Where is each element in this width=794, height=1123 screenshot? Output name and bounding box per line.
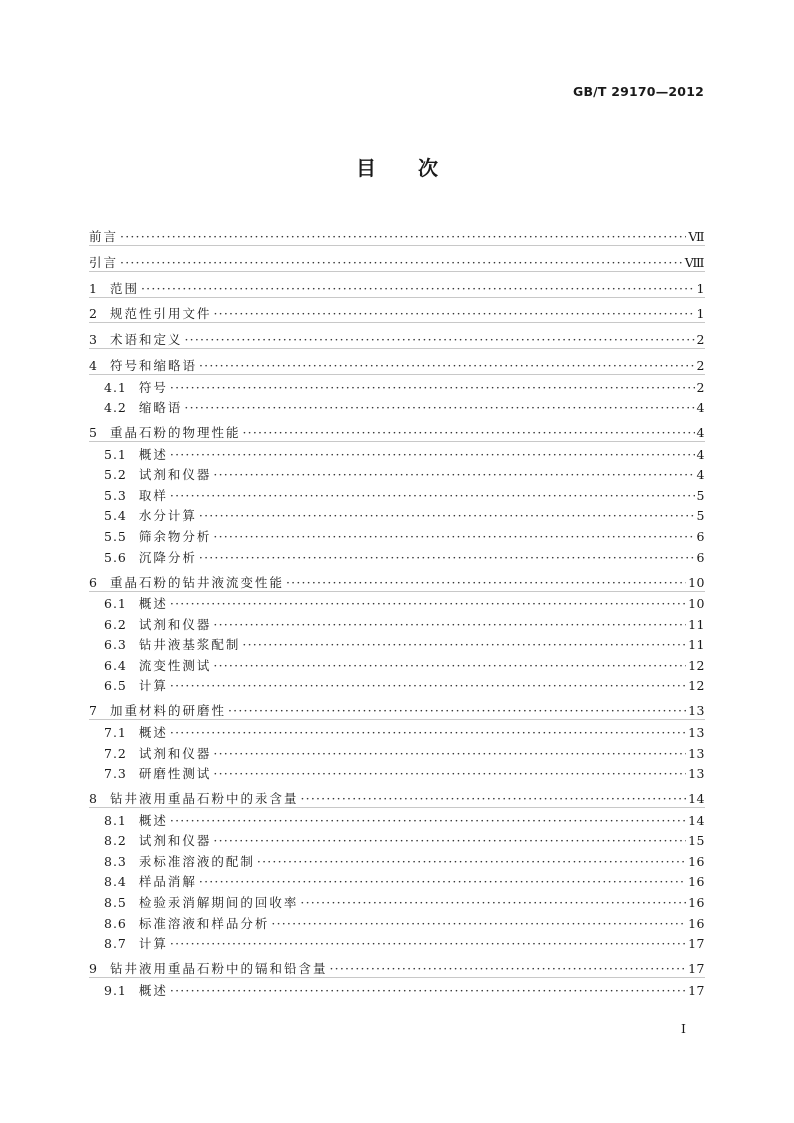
toc-entry-page: 13 — [688, 724, 705, 740]
dot-leader — [184, 399, 694, 416]
toc-entry-page: 14 — [688, 790, 705, 806]
toc-entry-page: 15 — [688, 833, 705, 849]
toc-entry[interactable] — [89, 483, 705, 504]
toc-entry-label: 引言 — [89, 254, 119, 270]
toc-entry[interactable] — [89, 674, 705, 695]
toc-entry-number: 7 — [89, 703, 98, 719]
toc-entry[interactable] — [89, 720, 705, 741]
dot-leader — [242, 424, 694, 441]
dot-leader — [213, 765, 686, 782]
toc-entry-page: 2 — [696, 358, 705, 374]
title-part-2: 次 — [418, 156, 438, 180]
toc-entry-label: 符号和缩略语 — [109, 358, 197, 374]
toc-entry-number: 6.2 — [104, 616, 127, 632]
toc-entry[interactable] — [89, 592, 705, 613]
dot-leader — [213, 466, 694, 483]
toc-entry-page: 17 — [688, 936, 705, 952]
toc-entry[interactable] — [89, 633, 705, 654]
toc-entry-number: 8.1 — [104, 812, 127, 828]
dot-leader — [257, 853, 686, 870]
toc-entry-page: 13 — [688, 745, 705, 761]
toc-entry[interactable] — [89, 890, 705, 911]
toc-entry-label: 研磨性测试 — [138, 766, 212, 782]
toc-entry-label: 试剂和仪器 — [138, 467, 212, 483]
toc-entry-label: 规范性引用文件 — [109, 306, 212, 322]
dot-leader — [213, 745, 686, 762]
toc-entry-number: 6.1 — [104, 596, 127, 612]
toc-entry-page: 14 — [688, 812, 705, 828]
standard-code: GB/T 29170—2012 — [572, 84, 704, 99]
dot-leader — [213, 616, 686, 633]
toc-entry-label: 计算 — [138, 678, 168, 694]
toc-entry[interactable] — [89, 375, 705, 396]
toc-entry[interactable] — [89, 298, 705, 324]
toc-entry-label: 概述 — [138, 446, 168, 462]
toc-entry-label: 概述 — [138, 812, 168, 828]
toc-entry-number: 8 — [89, 790, 98, 806]
toc-entry-page: 12 — [688, 678, 705, 694]
toc-entry[interactable] — [89, 978, 705, 999]
toc-entry-page: 16 — [688, 915, 705, 931]
dot-leader — [199, 507, 695, 524]
page-number: I — [681, 1021, 686, 1036]
toc-entry-page: 6 — [696, 549, 705, 565]
toc-entry-number: 2 — [89, 306, 98, 322]
toc-entry[interactable] — [89, 870, 705, 891]
toc-entry[interactable] — [89, 952, 705, 978]
toc-entry-page: 4 — [696, 425, 705, 441]
toc-entry-number: 5.4 — [104, 508, 127, 524]
toc-entry-page: 16 — [688, 853, 705, 869]
toc-entry-label: 试剂和仪器 — [138, 833, 212, 849]
toc-entry-number: 5 — [89, 425, 98, 441]
toc-entry-page: 17 — [688, 982, 705, 998]
dot-leader — [170, 724, 686, 741]
toc-entry[interactable] — [89, 524, 705, 545]
dot-leader — [329, 960, 686, 977]
toc-entry[interactable] — [89, 849, 705, 870]
title-part-1: 目 — [356, 156, 376, 180]
toc-entry-label: 标准溶液和样品分析 — [138, 915, 270, 931]
toc-entry-number: 8.6 — [104, 915, 127, 931]
toc-entry-number: 9.1 — [104, 982, 127, 998]
toc-entry-number: 7.3 — [104, 766, 127, 782]
toc-entry-number: 4.1 — [104, 379, 127, 395]
toc-entry-page: 4 — [696, 446, 705, 462]
toc-entry-number: 6.4 — [104, 657, 127, 673]
toc-entry-number: 6.5 — [104, 678, 127, 694]
toc-entry[interactable] — [89, 612, 705, 633]
toc-entry-page: 11 — [688, 637, 705, 653]
toc-entry-number: 1 — [89, 280, 98, 296]
toc-entry-number: 5.2 — [104, 467, 127, 483]
toc-entry-label: 符号 — [138, 379, 168, 395]
toc-entry[interactable] — [89, 762, 705, 783]
toc-entry[interactable] — [89, 220, 705, 246]
toc-entry[interactable] — [89, 545, 705, 566]
toc-entry-label: 概述 — [138, 724, 168, 740]
toc-entry-page: Ⅶ — [688, 228, 705, 244]
dot-leader — [170, 812, 686, 829]
dot-leader — [170, 982, 686, 999]
toc-entry-number: 8.2 — [104, 833, 127, 849]
dot-leader — [170, 595, 686, 612]
toc-entry-label: 概述 — [138, 982, 168, 998]
dot-leader — [286, 574, 686, 591]
toc-entry-page: 4 — [696, 400, 705, 416]
toc-entry[interactable] — [89, 782, 705, 808]
toc-entry-page: 4 — [696, 467, 705, 483]
toc-entry[interactable] — [89, 694, 705, 720]
toc-entry-label: 试剂和仪器 — [138, 745, 212, 761]
toc-entry-label: 钻井液用重晶石粉中的镉和铅含量 — [109, 960, 328, 976]
toc-entry-label: 取样 — [138, 487, 168, 503]
toc-entry[interactable] — [89, 246, 705, 272]
toc-entry[interactable] — [89, 504, 705, 525]
toc-entry-page: 16 — [688, 874, 705, 890]
toc-entry-page: 2 — [696, 332, 705, 348]
toc-entry[interactable] — [89, 566, 705, 592]
toc-entry-page: Ⅷ — [684, 254, 705, 270]
toc-entry[interactable] — [89, 349, 705, 375]
dot-leader — [213, 305, 694, 322]
toc-entry[interactable] — [89, 442, 705, 463]
toc-entry-page: 17 — [688, 960, 705, 976]
dot-leader — [120, 254, 683, 271]
toc-entry-label: 术语和定义 — [109, 332, 183, 348]
toc-entry-page: 13 — [688, 703, 705, 719]
dot-leader — [170, 935, 686, 952]
toc-entry[interactable] — [89, 463, 705, 484]
toc-entry-label: 重晶石粉的物理性能 — [109, 425, 241, 441]
toc-entry-page: 2 — [696, 379, 705, 395]
table-of-contents — [89, 220, 705, 999]
dot-leader — [170, 379, 695, 396]
toc-entry-label: 试剂和仪器 — [138, 616, 212, 632]
toc-entry-number: 5.1 — [104, 446, 127, 462]
dot-leader — [300, 894, 686, 911]
toc-entry-page: 13 — [688, 766, 705, 782]
dot-leader — [300, 790, 686, 807]
dot-leader — [213, 657, 686, 674]
toc-entry-page: 5 — [696, 487, 705, 503]
toc-entry-label: 钻井液用重晶石粉中的汞含量 — [109, 790, 299, 806]
toc-entry-page: 10 — [688, 596, 705, 612]
dot-leader — [271, 915, 686, 932]
toc-entry-label: 检验汞消解期间的回收率 — [138, 894, 299, 910]
toc-entry-label: 钻井液基浆配制 — [138, 637, 241, 653]
toc-entry-label: 计算 — [138, 936, 168, 952]
dot-leader — [170, 487, 695, 504]
toc-entry-number: 9 — [89, 960, 98, 976]
toc-entry[interactable] — [89, 416, 705, 442]
toc-entry-number: 4.2 — [104, 400, 127, 416]
toc-entry[interactable] — [89, 741, 705, 762]
toc-entry[interactable] — [89, 911, 705, 932]
toc-entry[interactable] — [89, 272, 705, 298]
toc-entry-label: 汞标准溶液的配制 — [138, 853, 255, 869]
toc-entry-number: 5.5 — [104, 529, 127, 545]
toc-entry-label: 流变性测试 — [138, 657, 212, 673]
toc-entry[interactable] — [89, 808, 705, 829]
dot-leader — [170, 677, 686, 694]
toc-entry-number: 8.7 — [104, 936, 127, 952]
toc-entry-number: 5.3 — [104, 487, 127, 503]
toc-entry-page: 10 — [688, 574, 705, 590]
toc-entry[interactable] — [89, 396, 705, 417]
toc-entry-number: 5.6 — [104, 549, 127, 565]
dot-leader — [242, 636, 686, 653]
toc-entry-label: 缩略语 — [138, 400, 183, 416]
dot-leader — [199, 357, 695, 374]
toc-entry-label: 重晶石粉的钻井液流变性能 — [109, 574, 284, 590]
toc-entry[interactable] — [89, 323, 705, 349]
toc-entry-label: 样品消解 — [138, 874, 197, 890]
dot-leader — [184, 331, 694, 348]
toc-entry-page: 11 — [688, 616, 705, 632]
toc-entry-number: 6.3 — [104, 637, 127, 653]
page-title — [0, 152, 794, 181]
toc-entry-label: 筛余物分析 — [138, 529, 212, 545]
dot-leader — [199, 873, 686, 890]
toc-entry-number: 7.2 — [104, 745, 127, 761]
toc-entry-label: 沉降分析 — [138, 549, 197, 565]
toc-entry-label: 范围 — [109, 280, 139, 296]
toc-entry-page: 6 — [696, 529, 705, 545]
dot-leader — [141, 280, 695, 297]
toc-entry-number: 7.1 — [104, 724, 127, 740]
toc-entry[interactable] — [89, 829, 705, 850]
toc-entry-page: 5 — [696, 508, 705, 524]
toc-entry-number: 6 — [89, 574, 98, 590]
toc-entry-number: 8.5 — [104, 894, 127, 910]
toc-entry-label: 概述 — [138, 596, 168, 612]
dot-leader — [120, 228, 686, 245]
toc-entry-page: 16 — [688, 894, 705, 910]
toc-entry[interactable] — [89, 932, 705, 953]
toc-entry-number: 8.4 — [104, 874, 127, 890]
dot-leader — [213, 832, 686, 849]
toc-entry-page: 1 — [696, 306, 705, 322]
toc-entry-page: 1 — [696, 280, 705, 296]
dot-leader — [170, 446, 695, 463]
toc-entry-number: 8.3 — [104, 853, 127, 869]
dot-leader — [228, 702, 686, 719]
dot-leader — [213, 528, 694, 545]
toc-entry-label: 水分计算 — [138, 508, 197, 524]
toc-entry-page: 12 — [688, 657, 705, 673]
toc-entry-label: 加重材料的研磨性 — [109, 703, 226, 719]
toc-entry[interactable] — [89, 653, 705, 674]
toc-entry-number: 3 — [89, 332, 98, 348]
toc-entry-number: 4 — [89, 358, 98, 374]
toc-entry-label: 前言 — [89, 228, 119, 244]
dot-leader — [199, 549, 695, 566]
